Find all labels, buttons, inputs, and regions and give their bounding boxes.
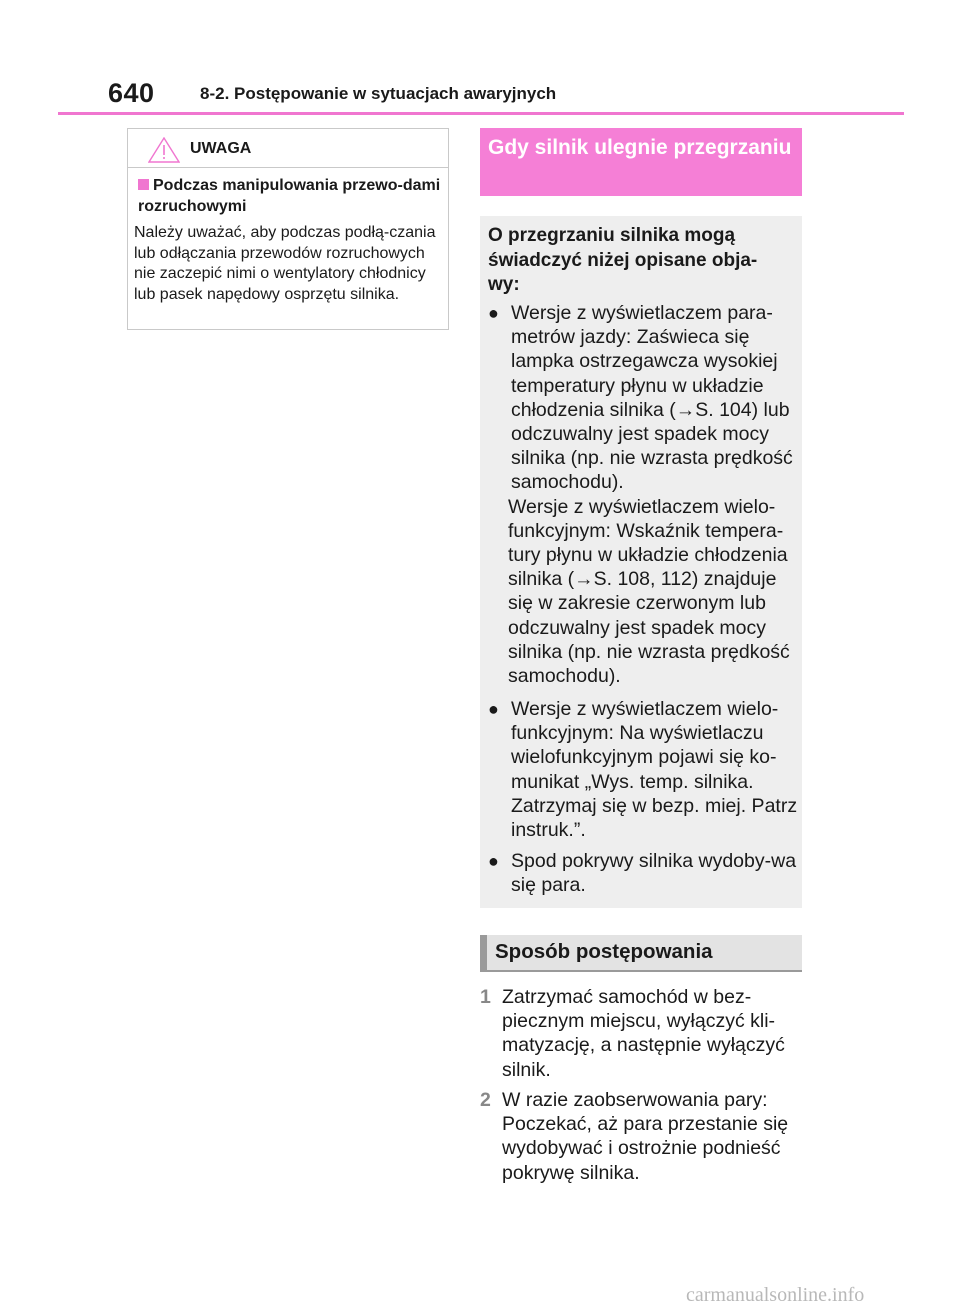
list-item-text: Spod pokrywy silnika wydoby-wa się para. (511, 850, 797, 897)
page-number: 640 (108, 78, 155, 108)
symptoms-panel (480, 216, 802, 908)
step-number: 2 (480, 1089, 491, 1111)
section-title: 8-2. Postępowanie w sytuacjach awaryjnych (200, 84, 557, 103)
page-header (58, 78, 904, 114)
watermark: carmanualsonline.info (686, 1284, 865, 1306)
bullet-icon: ● (488, 303, 499, 323)
procedure-heading: Sposób postępowania (480, 935, 802, 972)
warning-header (128, 129, 448, 168)
warning-subheading (138, 175, 443, 217)
step-text: W razie zaobserwowania pary: Poczekać, aż para przestanie się wydobywać i ostrożnie podnieść pokrywę silnika. (502, 1089, 789, 1184)
warning-triangle-icon (148, 137, 180, 163)
list-item-subtext: Wersje z wyświetlaczem wielo-funkcyjnym: Wskaźnik tempera-tury płynu w układzie chłodzenia silnika (→S. 108, 112) znajduje się w zakresie czerwonym lub odczuwalny jest spadek mocy silnika (np. nie wzrasta prędkość samochodu). (508, 495, 790, 688)
list-item (488, 301, 798, 688)
bullet-icon: ● (488, 851, 499, 871)
warning-body: Należy uważać, aby podczas podłą-czania lub odłączania przewodów rozruchowych nie zaczepić nimi o wentylatory chłodnicy lub pasek napędowy osprzętu silnika. (134, 224, 436, 303)
header-rule (58, 112, 904, 115)
procedure-step (480, 985, 802, 1082)
overheat-heading: Gdy silnik ulegnie przegrzaniu (480, 128, 802, 196)
warning-subheading-text: Podczas manipulowania przewo-dami rozruchowymi (138, 177, 441, 215)
list-item-text: Wersje z wyświetlaczem wielo-funkcyjnym: Na wyświetlaczu wielofunkcyjnym pojawi się ko-munikat „Wys. temp. silnika. Zatrzymaj się w bezp. miej. Patrz instruk.”. (511, 698, 798, 842)
list-item (488, 697, 798, 842)
step-number: 1 (480, 986, 491, 1008)
bullet-icon: ● (488, 699, 499, 719)
procedure-step (480, 1088, 802, 1185)
pink-square-icon (138, 179, 149, 190)
warning-box (127, 128, 449, 330)
symptoms-intro: O przegrzaniu silnika mogą świadczyć niżej opisane obja-wy: (488, 225, 758, 295)
list-item (488, 849, 798, 897)
step-text: Zatrzymać samochód w bez-piecznym miejscu, wyłączyć kli-matyzację, a następnie wyłączyć silnik. (502, 986, 785, 1081)
warning-title: UWAGA (190, 140, 252, 157)
list-item-text: Wersje z wyświetlaczem para-metrów jazdy: Zaświeca się lampka ostrzegawcza wysokiej temperatury płynu w układzie chłodzenia silnika (→S. 104) lub odczuwalny jest spadek mocy silnika (np. nie wzrasta prędkość samochodu). (511, 302, 793, 494)
